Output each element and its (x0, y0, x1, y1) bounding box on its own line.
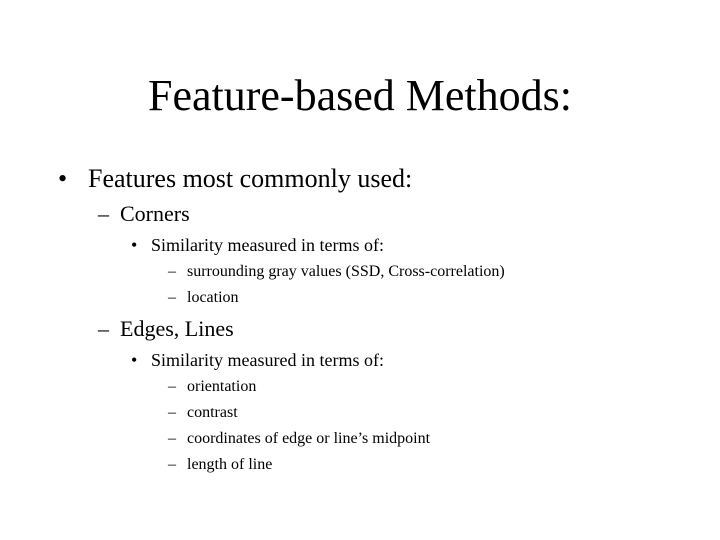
bullet-marker: • (131, 235, 138, 255)
dash-marker: – (168, 404, 176, 421)
dash-marker: – (168, 456, 176, 473)
edges-item-length: length of line (187, 456, 273, 473)
edges-item-midpoint: coordinates of edge or line’s midpoint (187, 430, 431, 447)
edges-item-contrast: contrast (187, 404, 238, 421)
dash-marker: – (98, 316, 109, 341)
dash-marker: – (98, 201, 109, 226)
slide-title: Feature-based Methods: (148, 71, 572, 120)
edges-item-orientation: orientation (187, 378, 257, 395)
subbullet-edges-lines: Edges, Lines (120, 316, 234, 341)
dash-marker: – (168, 263, 176, 280)
dash-marker: – (168, 378, 176, 395)
bullet-marker: • (58, 164, 68, 193)
subbullet-corners: Corners (120, 201, 190, 226)
corners-item-location: location (187, 289, 239, 306)
edges-similarity-heading: Similarity measured in terms of: (151, 350, 384, 370)
bullet-marker: • (131, 350, 138, 370)
dash-marker: – (168, 430, 176, 447)
bullet-features: Features most commonly used: (88, 164, 413, 193)
corners-similarity-heading: Similarity measured in terms of: (151, 235, 384, 255)
corners-item-gray-values: surrounding gray values (SSD, Cross-correlation) (187, 263, 505, 280)
dash-marker: – (168, 289, 176, 306)
